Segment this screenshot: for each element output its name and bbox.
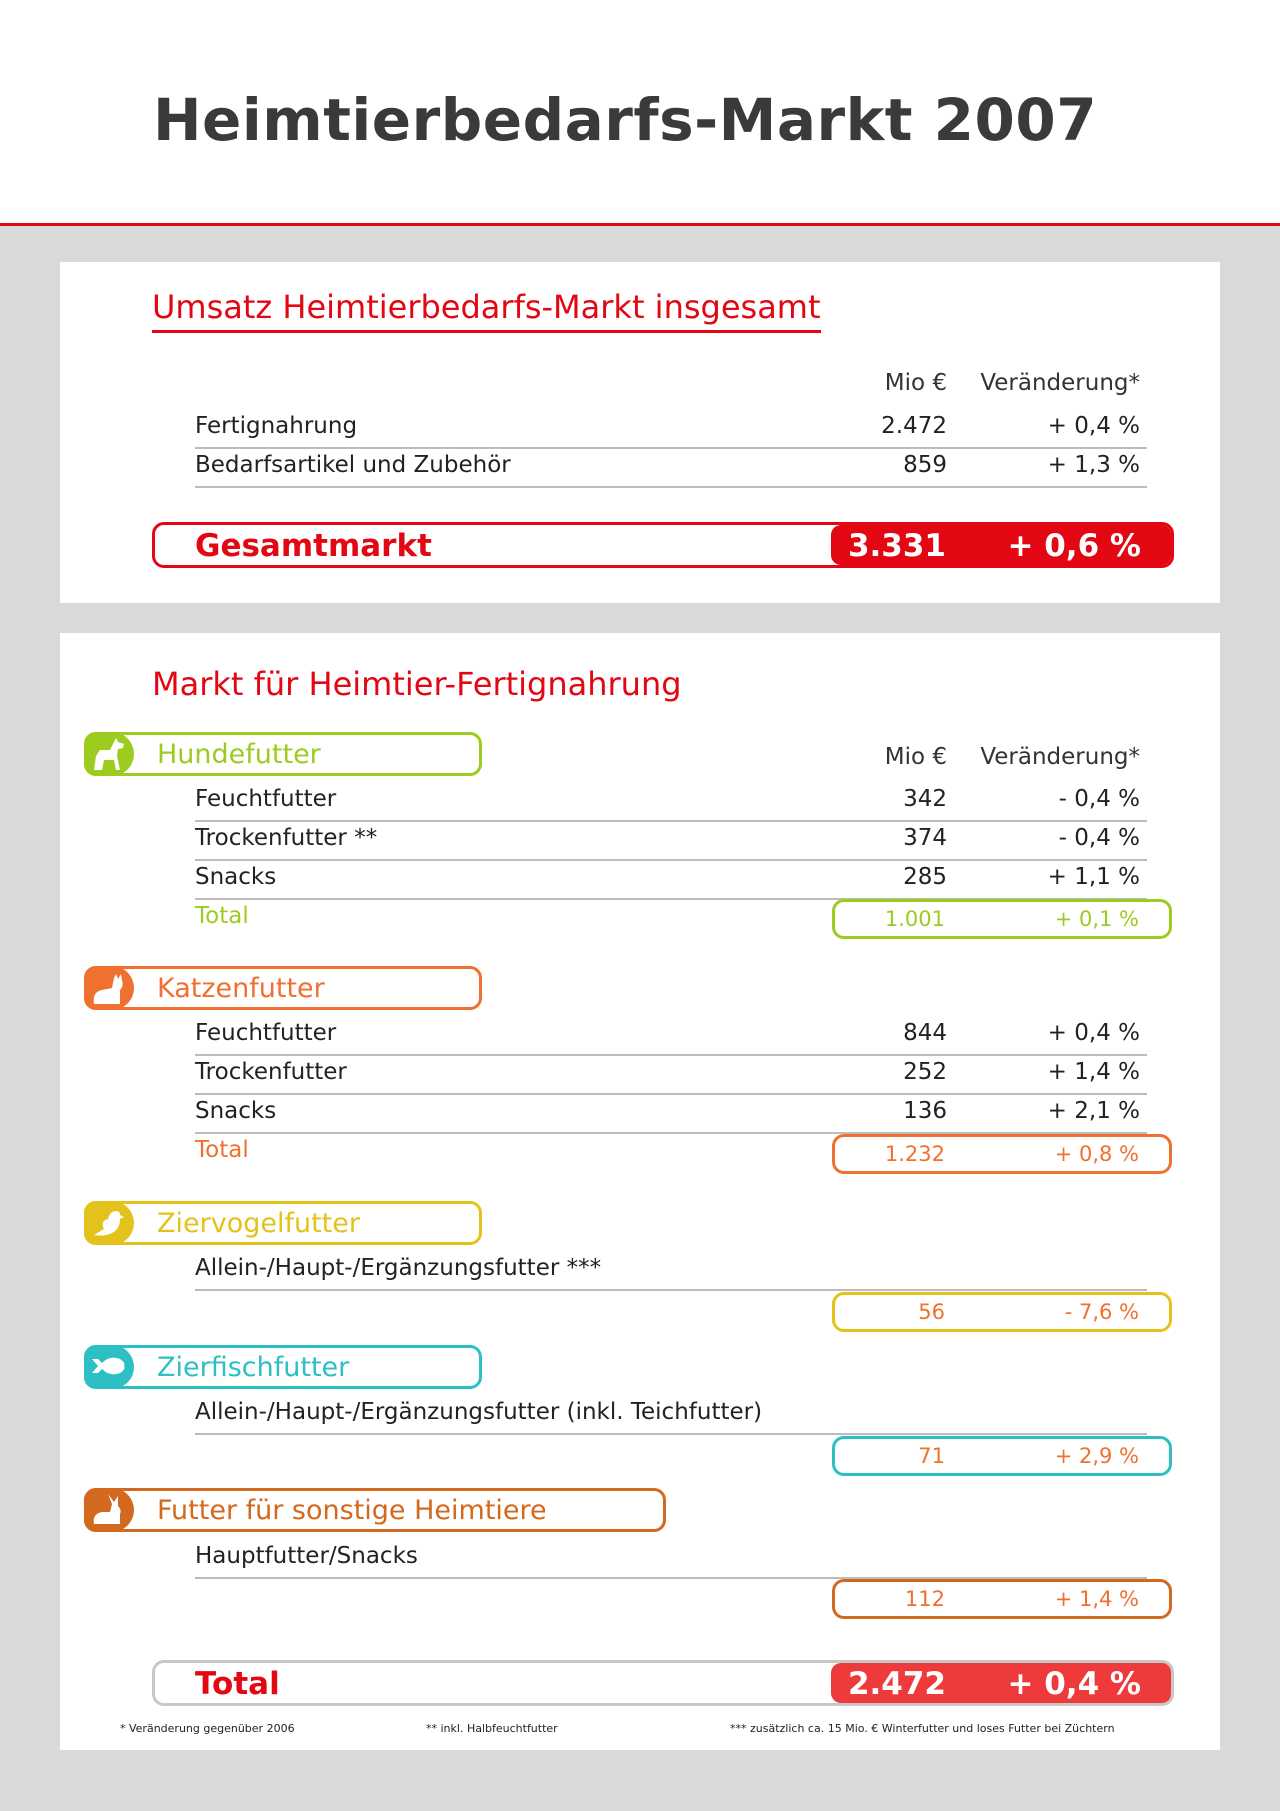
section-title: Umsatz Heimtierbedarfs-Markt insgesamt bbox=[152, 288, 821, 333]
subtotal-change: + 0,1 % bbox=[1054, 907, 1139, 931]
total-label: Total bbox=[195, 1666, 280, 1702]
category-title: Ziervogelfutter bbox=[157, 1208, 360, 1239]
table-row bbox=[195, 450, 1147, 488]
cat-icon bbox=[84, 966, 134, 1010]
table-row bbox=[195, 862, 1147, 900]
bird-icon bbox=[84, 1201, 134, 1245]
section-title: Markt für Heimtier-Fertignahrung bbox=[152, 665, 682, 703]
table-row bbox=[195, 784, 1147, 822]
row-value: 285 bbox=[903, 864, 947, 890]
subtotal-label: Total bbox=[195, 1137, 249, 1163]
row-change: + 0,4 % bbox=[1047, 413, 1140, 439]
row-label: Bedarfsartikel und Zubehör bbox=[195, 452, 511, 478]
subtotal-value: 1.232 bbox=[884, 1142, 945, 1166]
category-title: Futter für sonstige Heimtiere bbox=[157, 1495, 547, 1526]
row-value: 252 bbox=[903, 1059, 947, 1085]
pet-food-market-panel bbox=[60, 633, 1220, 1750]
category-title: Hundefutter bbox=[157, 739, 321, 770]
row-label: Snacks bbox=[195, 864, 277, 890]
subtotal-box bbox=[832, 1436, 1172, 1476]
table-row bbox=[195, 1541, 1147, 1579]
total-value: 2.472 bbox=[847, 1666, 946, 1702]
page-header bbox=[0, 0, 1280, 226]
row-change: + 1,1 % bbox=[1047, 864, 1140, 890]
row-change: + 1,3 % bbox=[1047, 452, 1140, 478]
total-change: + 0,4 % bbox=[1007, 1666, 1141, 1702]
subtotal-box bbox=[832, 1292, 1172, 1332]
row-value: 859 bbox=[903, 452, 947, 478]
subtotal-value: 71 bbox=[918, 1444, 945, 1468]
subtotal-change: + 0,8 % bbox=[1054, 1142, 1139, 1166]
row-value: 342 bbox=[903, 786, 947, 812]
dog-icon bbox=[84, 732, 134, 776]
footnote-1: * Veränderung gegenüber 2006 bbox=[120, 1722, 295, 1735]
table-row bbox=[195, 1397, 1147, 1435]
category-title: Katzenfutter bbox=[157, 973, 325, 1004]
footnote-3: *** zusätzlich ca. 15 Mio. € Winterfutter und loses Futter bei Züchtern bbox=[730, 1722, 1115, 1735]
total-value: 3.331 bbox=[847, 528, 946, 564]
table-row bbox=[195, 1018, 1147, 1056]
category-dog bbox=[84, 732, 482, 776]
row-change: - 0,4 % bbox=[1058, 825, 1140, 851]
column-header-mio: Mio € bbox=[884, 744, 947, 770]
row-label: Feuchtfutter bbox=[195, 786, 337, 812]
column-header-change: Veränderung* bbox=[980, 744, 1140, 770]
row-change: + 1,4 % bbox=[1047, 1059, 1140, 1085]
row-label: Trockenfutter bbox=[195, 1059, 347, 1085]
fish-icon bbox=[84, 1345, 134, 1389]
row-label: Fertignahrung bbox=[195, 413, 358, 439]
table-row bbox=[195, 1096, 1147, 1134]
subtotal-label: Total bbox=[195, 903, 249, 929]
subtotal-change: + 2,9 % bbox=[1054, 1444, 1139, 1468]
subtotal-change: - 7,6 % bbox=[1064, 1300, 1139, 1324]
total-change: + 0,6 % bbox=[1007, 528, 1141, 564]
row-value: 2.472 bbox=[881, 413, 947, 439]
footnote-2: ** inkl. Halbfeuchtfutter bbox=[426, 1722, 558, 1735]
row-value: 844 bbox=[903, 1020, 947, 1046]
overall-market-panel bbox=[60, 262, 1220, 603]
row-label: Allein-/Haupt-/Ergänzungsfutter (inkl. Teichfutter) bbox=[195, 1399, 763, 1425]
row-label: Snacks bbox=[195, 1098, 277, 1124]
category-fish bbox=[84, 1345, 482, 1389]
column-header-mio: Mio € bbox=[884, 370, 947, 396]
row-change: + 2,1 % bbox=[1047, 1098, 1140, 1124]
category-bird bbox=[84, 1201, 482, 1245]
subtotal-value: 1.001 bbox=[884, 907, 945, 931]
row-label: Trockenfutter ** bbox=[195, 825, 378, 851]
subtotal-box bbox=[832, 899, 1172, 939]
row-label: Hauptfutter/Snacks bbox=[195, 1543, 418, 1569]
subtotal-box bbox=[832, 1134, 1172, 1174]
subtotal-box bbox=[832, 1579, 1172, 1619]
subtotal-value: 56 bbox=[918, 1300, 945, 1324]
row-label: Feuchtfutter bbox=[195, 1020, 337, 1046]
category-title: Zierfischfutter bbox=[157, 1352, 350, 1383]
row-value: 374 bbox=[903, 825, 947, 851]
category-other bbox=[84, 1488, 666, 1532]
table-row bbox=[195, 1253, 1147, 1291]
gesamtmarkt-total-bar bbox=[152, 522, 1174, 568]
table-row bbox=[195, 411, 1147, 449]
table-row bbox=[195, 1057, 1147, 1095]
rabbit-icon bbox=[84, 1488, 134, 1532]
subtotal-value: 112 bbox=[904, 1587, 945, 1611]
row-label: Allein-/Haupt-/Ergänzungsfutter *** bbox=[195, 1255, 602, 1281]
subtotal-change: + 1,4 % bbox=[1054, 1587, 1139, 1611]
total-label: Gesamtmarkt bbox=[195, 528, 432, 564]
grand-total-bar bbox=[152, 1660, 1174, 1706]
row-value: 136 bbox=[903, 1098, 947, 1124]
row-change: + 0,4 % bbox=[1047, 1020, 1140, 1046]
table-row bbox=[195, 823, 1147, 861]
row-change: - 0,4 % bbox=[1058, 786, 1140, 812]
column-header-change: Veränderung* bbox=[980, 370, 1140, 396]
page-title: Heimtierbedarfs-Markt 2007 bbox=[153, 86, 1098, 154]
category-cat bbox=[84, 966, 482, 1010]
